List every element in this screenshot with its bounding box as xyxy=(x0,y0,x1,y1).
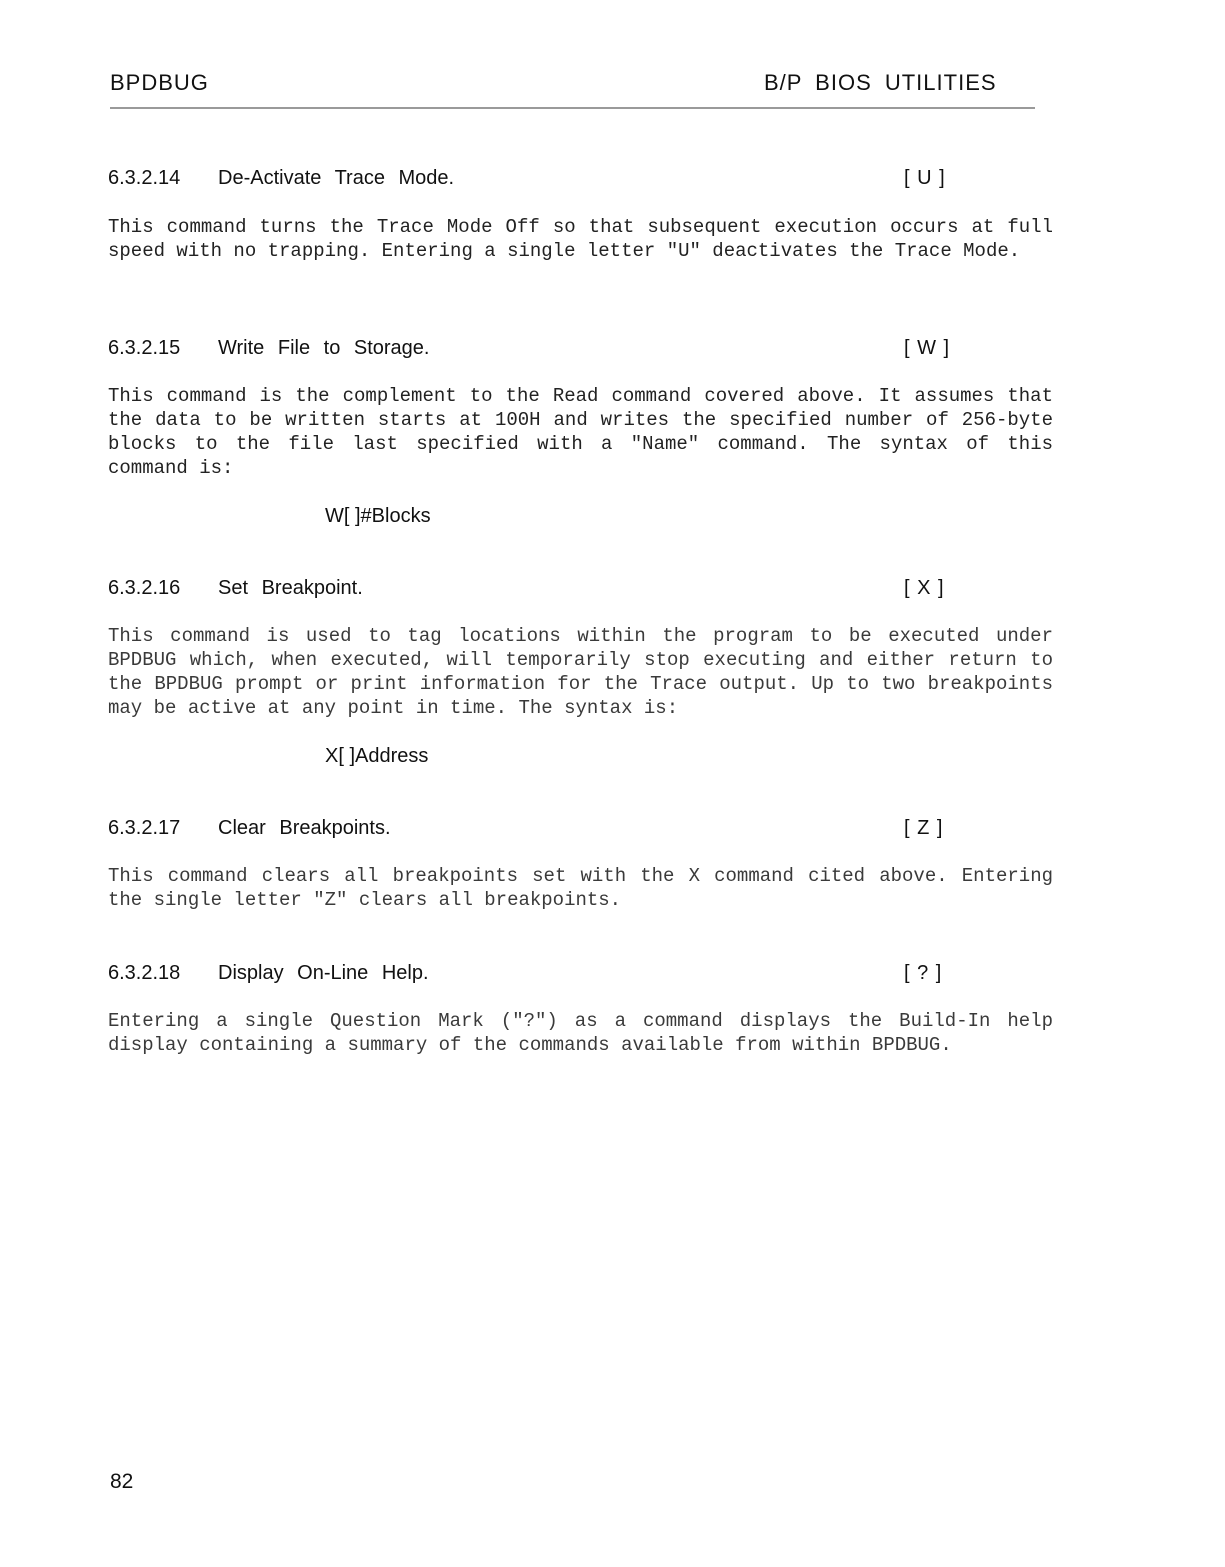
command-key: [ ? ] xyxy=(904,962,943,984)
command-key: [ X ] xyxy=(904,577,945,599)
section-body-clear-breakpoints: This command clears all breakpoints set with the X command cited above. Entering the single letter "Z" clears all breakpoints. xyxy=(108,865,1053,911)
command-key: [ U ] xyxy=(904,167,946,189)
syntax-write-file: W[ ]#Blocks xyxy=(325,505,431,527)
section-heading-write-file xyxy=(108,337,978,363)
section-number: 6.3.2.18 xyxy=(108,962,181,984)
section-body-set-breakpoint: This command is used to tag locations within the program to be executed under BPDBUG which, when executed, will temporarily stop executing and either return to the BPDBUG prompt or print information for the Trace output. Up to two breakpoints may be active at any point in time. The syntax is: xyxy=(108,625,1053,719)
section-title: Write File to Storage. xyxy=(218,337,430,359)
syntax-set-breakpoint: X[ ]Address xyxy=(325,745,429,767)
section-body-write-file: This command is the complement to the Read command covered above. It assumes that the data to be written starts at 100H and writes the specified number of 256-byte blocks to the file last specified with a "Name" command. The syntax of this command is: xyxy=(108,385,1053,479)
running-header-right: B/P BIOS UTILITIES xyxy=(764,70,997,95)
section-number: 6.3.2.16 xyxy=(108,577,181,599)
section-number: 6.3.2.14 xyxy=(108,167,181,189)
section-title: Clear Breakpoints. xyxy=(218,817,391,839)
section-number: 6.3.2.15 xyxy=(108,337,181,359)
section-title: De-Activate Trace Mode. xyxy=(218,167,455,189)
running-header-left: BPDBUG xyxy=(110,70,209,95)
command-key: [ W ] xyxy=(904,337,951,359)
section-heading-clear-breakpoints xyxy=(108,817,978,843)
section-number: 6.3.2.17 xyxy=(108,817,181,839)
section-heading-set-breakpoint xyxy=(108,577,978,603)
header-rule xyxy=(110,107,1035,109)
page-number: 82 xyxy=(110,1470,134,1493)
section-body-on-line-help: Entering a single Question Mark ("?") as a command displays the Build-In help display containing a summary of the commands available from within BPDBUG. xyxy=(108,1010,1053,1056)
section-title: Display On-Line Help. xyxy=(218,962,429,984)
section-heading-on-line-help xyxy=(108,962,978,988)
section-body-de-activate-trace: This command turns the Trace Mode Off so that subsequent execution occurs at full speed with no trapping. Entering a single letter "U" deactivates the Trace Mode. xyxy=(108,216,1053,262)
section-heading-de-activate-trace xyxy=(108,167,978,193)
section-title: Set Breakpoint. xyxy=(218,577,363,599)
command-key: [ Z ] xyxy=(904,817,944,839)
